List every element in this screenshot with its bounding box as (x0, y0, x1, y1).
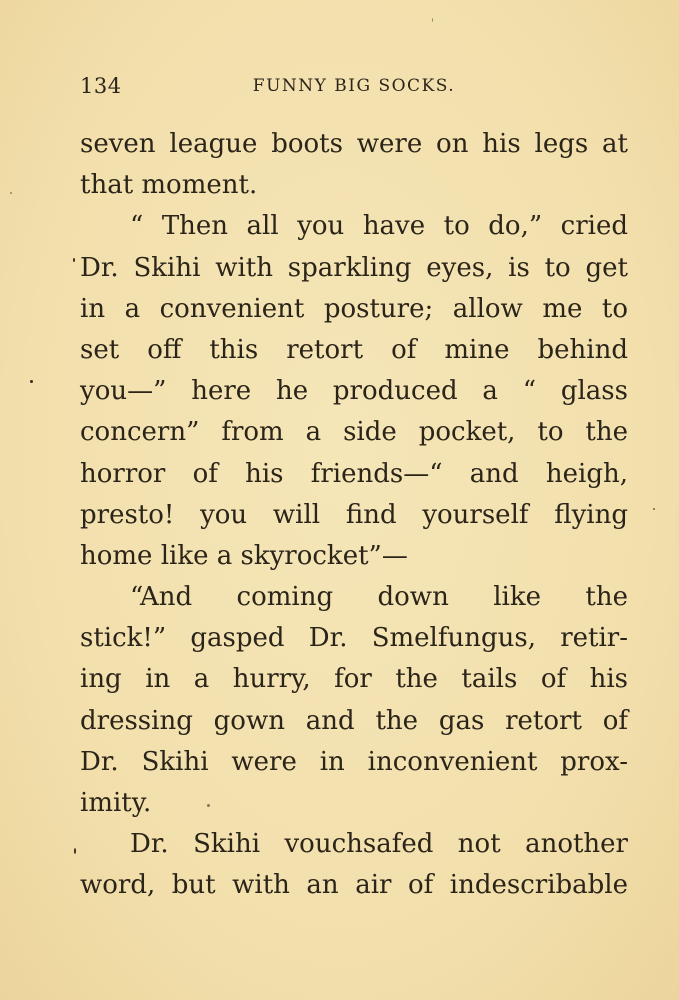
paper-speck (74, 848, 76, 854)
paper-speck (653, 508, 655, 510)
body-text (80, 124, 628, 907)
text-line: Dr. Skihi were in inconvenient prox- (80, 746, 628, 777)
paper-speck (30, 380, 33, 383)
text-line: dressing gown and the gas retort of (80, 705, 628, 736)
text-line: “And coming down like the (130, 582, 628, 613)
text-line: imity. (80, 788, 152, 818)
paper-speck (432, 18, 433, 22)
text-line: home like a skyrocket”— (80, 540, 408, 571)
text-line: seven league boots were on his legs at (80, 129, 628, 159)
text-line: concern” from a side pocket, to the (80, 417, 628, 448)
page-header (80, 74, 628, 104)
text-line: Dr. Skihi with sparkling eyes, is to get (80, 252, 628, 283)
paper-speck (10, 192, 12, 194)
paper-speck (73, 258, 75, 262)
text-line: horror of his friends—“ and heigh, (80, 458, 628, 489)
text-line: “ Then all you have to do,” cried (130, 211, 628, 242)
text-line: ing in a hurry, for the tails of his (80, 664, 628, 695)
paper-speck (207, 804, 210, 807)
text-line: word, but with an air of indescribable (80, 870, 628, 901)
text-line: stick!” gasped Dr. Smelfungus, retir- (80, 623, 628, 654)
text-line: you—” here he produced a “ glass (80, 376, 628, 407)
text-line: in a convenient posture; allow me to (80, 293, 628, 324)
page-number: 134 (80, 74, 122, 98)
text-line: set off this retort of mine behind (80, 334, 628, 365)
text-line: presto! you will find yourself flying (80, 499, 628, 530)
running-title: FUNNY BIG SOCKS. (252, 76, 456, 96)
text-line: Dr. Skihi vouchsafed not another (130, 829, 628, 860)
text-line: that moment. (80, 170, 258, 201)
